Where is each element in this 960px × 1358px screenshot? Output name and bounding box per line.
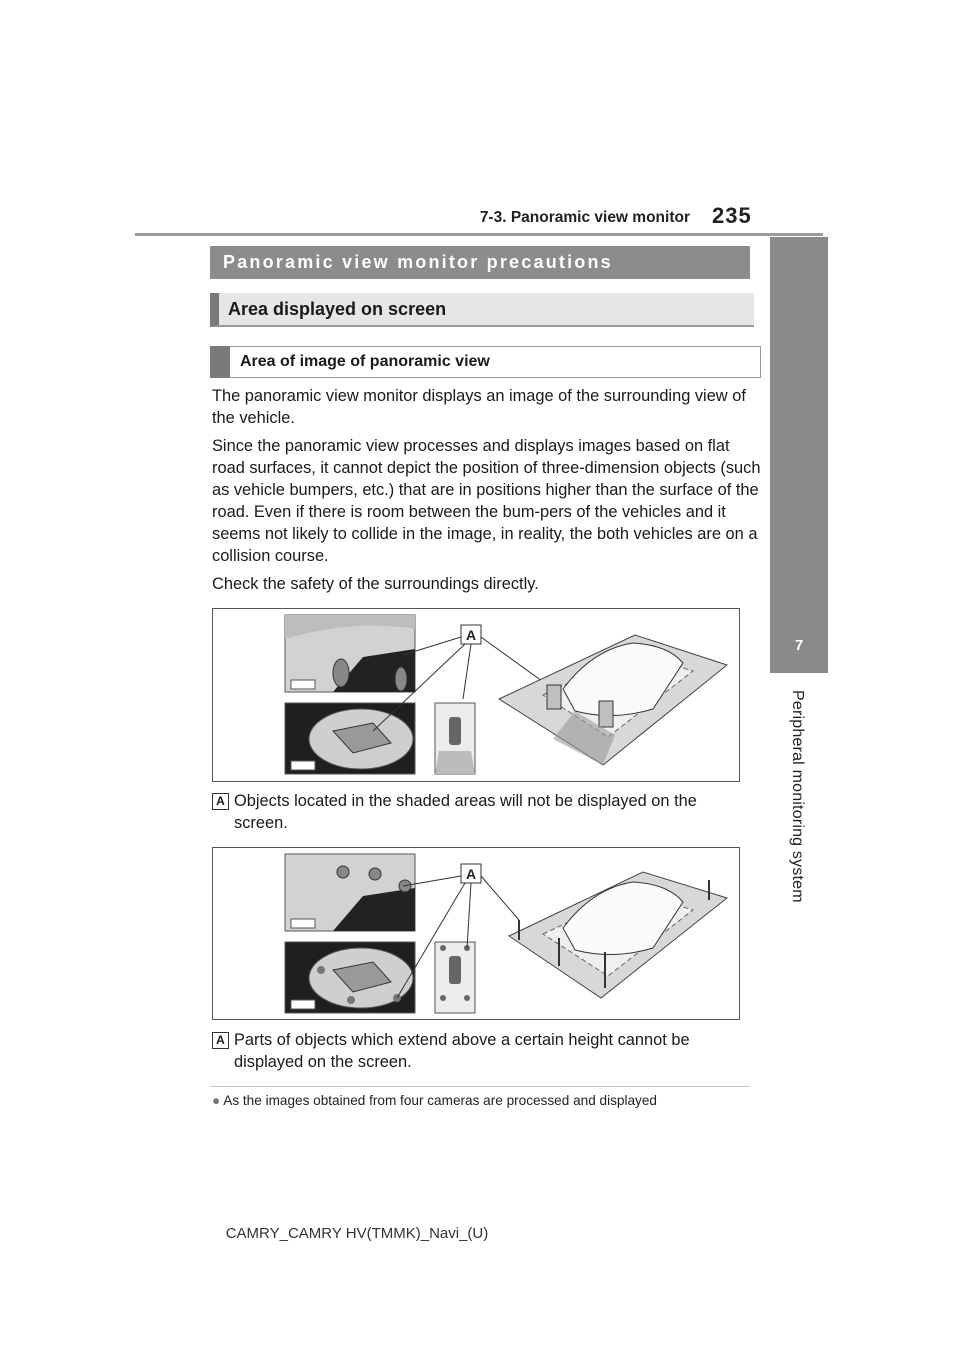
footer-model: CAMRY_CAMRY HV(TMMK)_Navi_(U) bbox=[225, 1225, 489, 1242]
camera-view-bottom bbox=[285, 703, 415, 774]
figure2-caption: Parts of objects which extend above a certain height cannot be displayed on the screen. bbox=[234, 1031, 690, 1071]
vehicle-perspective bbox=[509, 872, 727, 998]
figure-height-limit bbox=[212, 847, 740, 1020]
figure-shaded-areas-illustration bbox=[213, 609, 739, 781]
section-heading: Area displayed on screen bbox=[210, 293, 754, 327]
camera-view-top bbox=[285, 854, 415, 931]
header-rule bbox=[135, 233, 823, 236]
section-title: 7-3. Panoramic view monitor bbox=[479, 209, 690, 226]
note-rule bbox=[210, 1086, 750, 1087]
figure-height-limit-illustration bbox=[213, 848, 739, 1019]
overhead-display bbox=[435, 703, 475, 774]
camera-view-top bbox=[285, 615, 415, 692]
page-title: Panoramic view monitor precautions bbox=[210, 246, 750, 279]
subsection-marker bbox=[210, 346, 230, 378]
paragraph-safety: Check the safety of the surroundings directly. bbox=[212, 575, 539, 593]
paragraph-explanation: Since the panoramic view processes and displays images based on flat road surfaces, it cannot depict the position of three-dimension objects (such as vehicle bumpers, etc.) that are in positions higher than the surface of the road. Even if there is room between the bum-pers of the vehicles and it seems not likely to collide in the image, in reality, the both vehicles are on a collision course. bbox=[212, 437, 761, 565]
chapter-label: Peripheral monitoring system bbox=[789, 690, 806, 903]
chapter-number: 7 bbox=[794, 637, 804, 654]
overhead-display bbox=[435, 942, 475, 1013]
paragraph-intro: The panoramic view monitor displays an image of the surrounding view of the vehicle. bbox=[212, 387, 746, 427]
note-text bbox=[212, 1093, 772, 1108]
svg-text:A: A bbox=[465, 627, 477, 643]
footer bbox=[0, 1225, 960, 1242]
camera-view-bottom bbox=[285, 942, 415, 1013]
vehicle-perspective bbox=[499, 635, 727, 765]
svg-text:A: A bbox=[465, 866, 477, 882]
subsection-heading: Area of image of panoramic view bbox=[210, 346, 761, 378]
caption-marker-a: A bbox=[212, 1032, 229, 1049]
chapter-tab bbox=[770, 237, 828, 673]
figure-shaded-areas bbox=[212, 608, 740, 782]
note-content: As the images obtained from four cameras are processed and displayed bbox=[223, 1093, 657, 1108]
note-bullet: ● bbox=[212, 1093, 221, 1108]
caption-marker-a: A bbox=[212, 793, 229, 810]
page-number: 235 bbox=[712, 203, 752, 228]
figure1-caption: Objects located in the shaded areas will not be displayed on the screen. bbox=[234, 792, 697, 832]
